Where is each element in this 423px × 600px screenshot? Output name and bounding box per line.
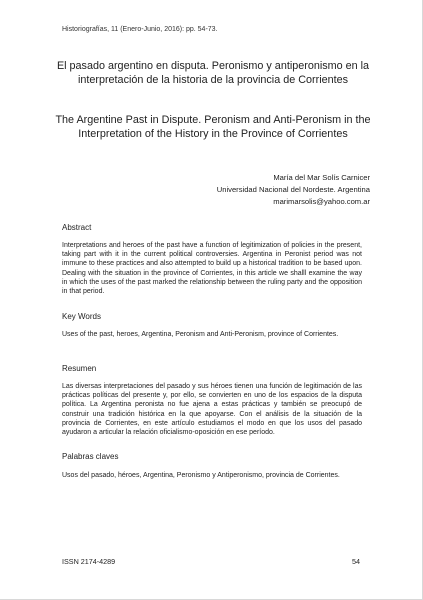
palabras-text: Usos del pasado, héroes, Argentina, Peronismo y Antiperonismo, provincia de Corrientes. [62,472,340,479]
keywords-text: Uses of the past, heroes, Argentina, Peronism and Anti-Peronism, province of Corrientes. [62,331,339,338]
keywords-heading: Key Words [62,312,101,321]
abstract-heading: Abstract [62,223,92,232]
author-email: marimarsolis@yahoo.com.ar [273,197,370,206]
author-name: María del Mar Solís Carnicer [273,173,370,182]
author-affiliation: Universidad Nacional del Nordeste. Argentina [216,185,370,194]
running-head: Historiografías, 11 (Enero-Junio, 2016): pp. 54-73. [62,26,218,33]
abstract-text: Interpretations and heroes of the past have a function of legitimization of policies in the present, taking part with it in the current political controversies. Argentina in Peronist period was not immune to these practices and also attempted to build up a historical tradition to be based upon. Dealing with the situation in the province of Corrientes, in this article we shalll examine the way in which the uses of the past marked the relationship between the ruling party and the opposition in that period. [62,242,362,296]
title-spanish: El pasado argentino en disputa. Peronismo y antiperonismo en la interpretación de la historia de la provincia de Corrientes [56,60,370,86]
page-number: 54 [352,557,360,566]
author-block [217,172,370,208]
issn: ISSN 2174-4289 [62,557,116,566]
resumen-text: Las diversas interpretaciones del pasado y sus héroes tienen una función de legitimación de las prácticas políticas del presente y, por ello, se convierten en uno de los espacios de la disputa política. La Argentina peronista no fue ajena a estas prácticas y también se preocupó de construir una tradición histórica en la que apoyarse. Con el análisis de la situación de la provincia de Corrientes, en este artículo estudiamos el modo en que los usos del pasado ayudaron a articular la relación oficialismo-oposición en ese período. [62,383,362,437]
palabras-heading: Palabras claves [62,452,119,461]
resumen-heading: Resumen [62,364,97,373]
title-english: The Argentine Past in Dispute. Peronism and Anti-Peronism in the Interpretation of the History in the Province of Corrientes [55,114,371,140]
